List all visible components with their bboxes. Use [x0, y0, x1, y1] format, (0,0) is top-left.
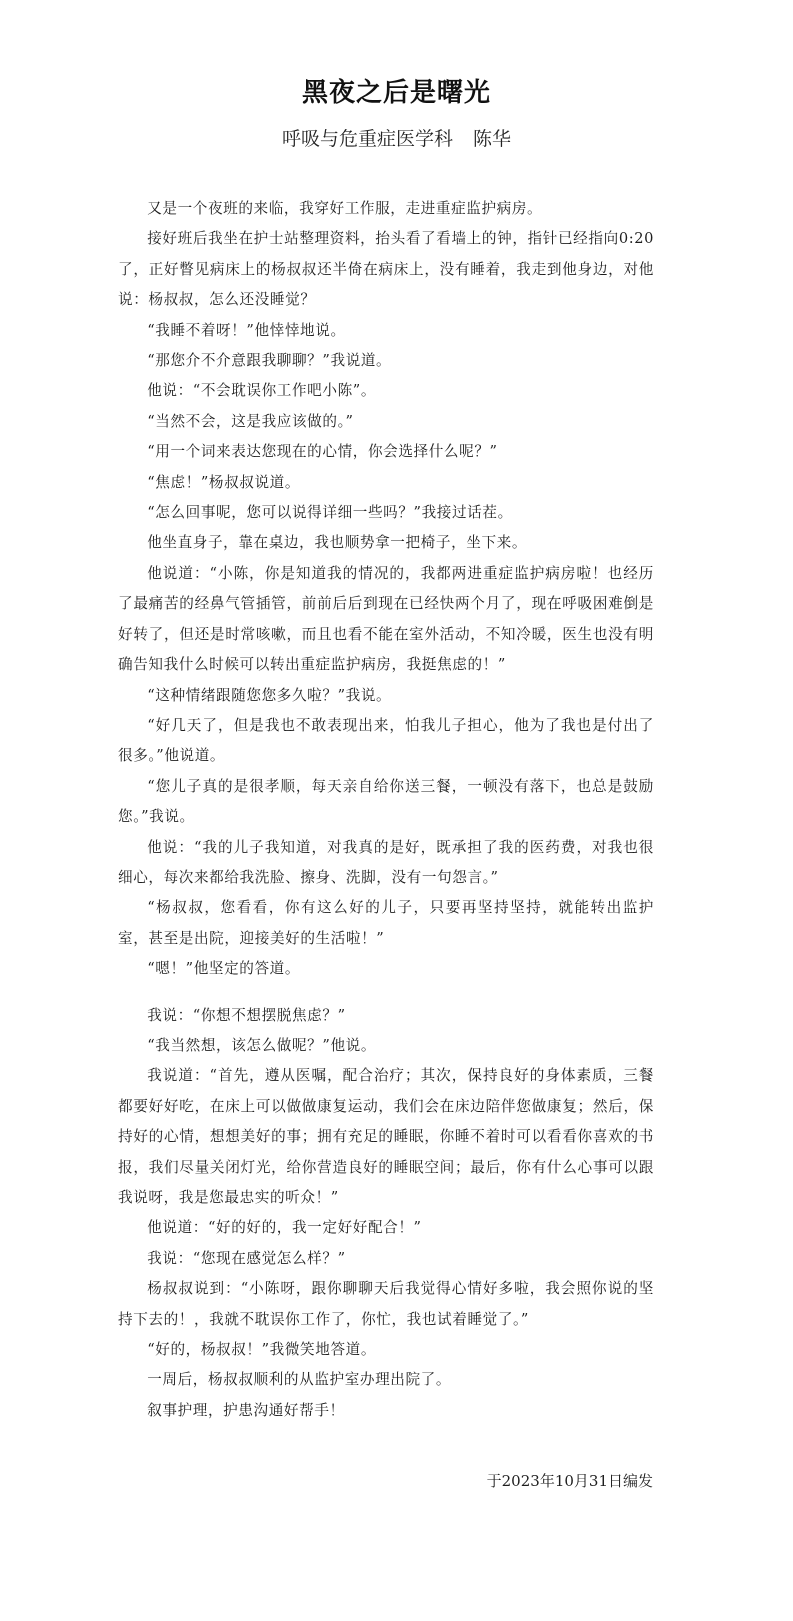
paragraph: “这种情绪跟随您您多久啦？”我说。	[147, 686, 392, 704]
paragraph: “好的，杨叔叔！”我微笑地答道。	[147, 1341, 377, 1359]
paragraph: 叙事护理，护患沟通好帮手！	[147, 1401, 345, 1419]
paragraph: 他说：“我的儿子我知道，对我真的是好，既承担了我的医药费，对我也很细心，每次来都给我洗脸、擦身、洗脚，没有一句怨言。”	[118, 838, 654, 886]
paragraph: 杨叔叔说到：“小陈呀，跟你聊聊天后我觉得心情好多啦，我会照你说的坚持下去的！，我就不耽误你工作了，你忙，我也试着睡觉了。”	[118, 1280, 654, 1328]
paragraph: “我当然想，该怎么做呢？”他说。	[147, 1036, 377, 1054]
paragraph: “好几天了，但是我也不敢表现出来，怕我儿子担心，他为了我也是付出了很多。”他说道。	[118, 716, 654, 765]
paragraph: 他说道：“好的好的，我一定好好配合！”	[147, 1219, 422, 1237]
paragraph: 他说道：“小陈，你是知道我的情况的，我都两进重症监护病房啦！也经历了最痛苦的经鼻气管插管，前前后后到现在已经快两个月了，现在呼吸困难倒是好转了，但还是时常咳嗽，而且也看不能在室外活动，不知冷暖，医生也没有明确告知我什么时候可以转出重症监护病房，我挺焦虑的！”	[118, 564, 654, 674]
article-title: 黑夜之后是曙光	[301, 78, 491, 108]
publish-date: 于2023年10月31日编发	[486, 1472, 653, 1490]
paragraph: “怎么回事呢，您可以说得详细一些吗？”我接过话茬。	[147, 504, 513, 522]
byline	[0, 124, 793, 151]
paragraph: 又是一个夜班的来临，我穿好工作服，走进重症监护病房。	[147, 200, 543, 217]
paragraph: 接好班后我坐在护士站整理资料，抬头看了看墙上的钟，指针已经指向0:20了，正好瞥见病床上的杨叔叔还半倚在病床上，没有睡着，我走到他身边，对他说：杨叔叔，怎么还没睡觉？	[118, 230, 654, 309]
paragraph: 他说：“不会耽误你工作吧小陈”。	[147, 382, 377, 400]
department-name: 呼吸与危重症医学科	[281, 128, 453, 150]
paragraph: 他坐直身子，靠在桌边，我也顺势拿一把椅子，坐下来。	[147, 534, 528, 552]
paragraph: 我说：“你想不想摆脱焦虑？”	[147, 1006, 346, 1024]
paragraph: 我说道：“首先，遵从医嘱，配合治疗；其次，保持良好的身体素质，三餐都要好好吃，在床上可以做做康复运动，我们会在床边陪伴您做康复；然后，保持好的心情，想想美好的事；拥有充足的睡眠，你睡不着时可以看看你喜欢的书报，我们尽量关闭灯光，给你营造良好的睡眠空间；最后，你有什么心事可以跟我说呀，我是您最忠实的听众！”	[118, 1067, 654, 1206]
paragraph: “用一个词来表达您现在的心情，你会选择什么呢？”	[147, 443, 498, 461]
paragraph: “杨叔叔，您看看，你有这么好的儿子，只要再坚持坚持，就能转出监护室，甚至是出院，迎接美好的生活啦！”	[118, 899, 654, 947]
paragraph: 我说：“您现在感觉怎么样？”	[147, 1249, 346, 1267]
paragraph: “当然不会，这是我应该做的。”	[147, 412, 354, 430]
paragraph: 一周后，杨叔叔顺利的从监护室办理出院了。	[147, 1371, 452, 1389]
paragraph: “您儿子真的是很孝顺，每天亲自给你送三餐，一顿没有落下，也总是鼓励您。”我说。	[118, 777, 654, 826]
paragraph: “焦虑！”杨叔叔说道。	[147, 473, 301, 491]
paragraph: “那您介不介意跟我聊聊？”我说道。	[147, 352, 392, 370]
article-body	[118, 194, 654, 1426]
paragraph: “嗯！”他坚定的答道。	[147, 960, 301, 978]
author-name: 陈华	[473, 128, 512, 150]
paragraph: “我睡不着呀！”他悻悻地说。	[147, 321, 346, 339]
